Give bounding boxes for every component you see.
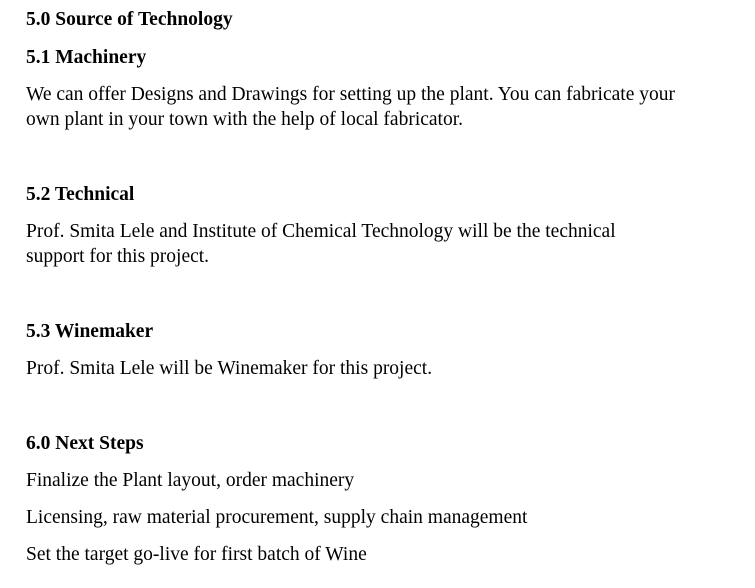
next-step-item: Set the target go-live for first batch of Wine — [26, 544, 367, 565]
section-heading-5-2: 5.2 Technical — [26, 184, 135, 205]
paragraph-line: We can offer Designs and Drawings for setting up the plant. You can fabricate your — [26, 84, 675, 105]
paragraph-line: own plant in your town with the help of local fabricator. — [26, 109, 464, 130]
section-heading-5-0: 5.0 Source of Technology — [26, 9, 233, 30]
next-step-item: Licensing, raw material procurement, supply chain management — [26, 507, 528, 528]
section-heading-6-0: 6.0 Next Steps — [26, 433, 144, 454]
next-step-item: Finalize the Plant layout, order machinery — [26, 470, 355, 491]
paragraph-line: Prof. Smita Lele and Institute of Chemical Technology will be the technical — [26, 221, 616, 242]
section-heading-5-3: 5.3 Winemaker — [26, 321, 154, 342]
section-heading-5-1: 5.1 Machinery — [26, 47, 147, 68]
paragraph-line: Prof. Smita Lele will be Winemaker for this project. — [26, 358, 433, 379]
paragraph-line: support for this project. — [26, 246, 210, 267]
